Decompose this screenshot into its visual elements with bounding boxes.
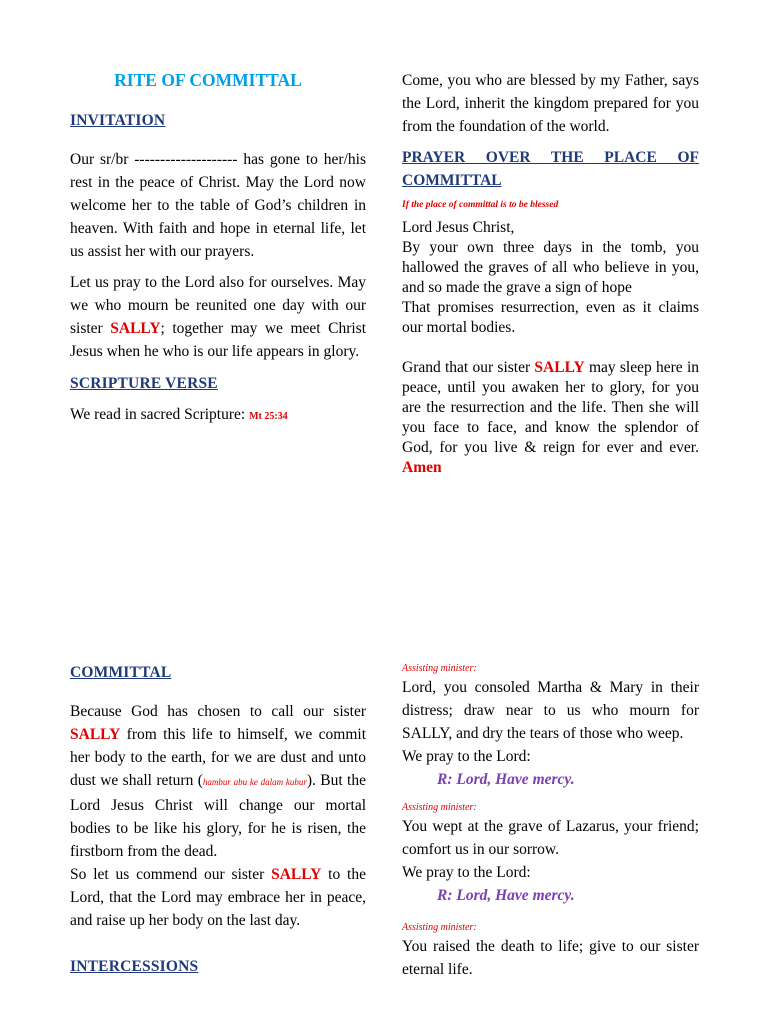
right-bottom-column [402, 662, 699, 981]
pray-line: We pray to the Lord: [402, 748, 531, 765]
minister-label: Assisting minister: [402, 663, 477, 674]
scripture-text: We read in sacred Scripture: [70, 406, 250, 423]
page-title: RITE OF COMMITTAL [114, 70, 302, 90]
committal-paragraph-1 [70, 700, 366, 863]
pray-line: We pray to the Lord: [402, 864, 531, 881]
committal-text: from this life to himself, we commit her body to the earth, for we are dust and unto dust we shall return ( [70, 726, 366, 789]
grand-paragraph [402, 358, 699, 478]
scripture-heading: SCRIPTURE VERSE [70, 375, 218, 392]
grand-text: may sleep here in peace, until you awaken her to glory, for you are the resurrection and the life. Then she will you face to face, and know the splendor of God, for you live & reign for ever and ever. [402, 359, 700, 456]
response-line: R: Lord, Have mercy. [437, 771, 575, 788]
deceased-name: SALLY [271, 866, 322, 883]
intercessions-heading: INTERCESSIONS [70, 958, 199, 975]
committal-heading: COMMITTAL [70, 664, 172, 681]
committal-text: Because God has chosen to call our sister [70, 703, 366, 720]
prayer-heading: PRAYER OVER THE PLACE OF COMMITTAL [402, 149, 699, 189]
committal-note: hambur abu ke dalam kubur [202, 777, 307, 787]
deceased-name: SALLY [70, 726, 121, 743]
committal-text: So let us commend our sister [70, 866, 272, 883]
left-bottom-column [70, 664, 366, 976]
invitation-paragraph-2 [70, 271, 366, 363]
minister-label: Assisting minister: [402, 802, 477, 813]
right-top-column [402, 69, 699, 478]
invitation-heading: INVITATION [70, 112, 166, 129]
committal-paragraph-2 [70, 863, 366, 932]
grand-text: Grand that our sister [402, 359, 535, 376]
intercession-2: You wept at the grave of Lazarus, your friend; comfort us in our sorrow. [402, 818, 699, 858]
prayer-note: If the place of committal is to be blessed [402, 200, 559, 210]
committal-text: to the Lord, that the Lord may embrace her in peace, and raise up her body on the last day. [70, 866, 366, 929]
prayer-line-3: That promises resurrection, even as it claims our mortal bodies. [402, 299, 699, 336]
intercession-1: Lord, you consoled Martha & Mary in their distress; draw near to us who mourn for SALLY, and dry the tears of those who weep. [402, 679, 699, 742]
come-blessed-paragraph: Come, you who are blessed by my Father, says the Lord, inherit the kingdom prepared for you from the foundation of the world. [402, 72, 699, 135]
left-top-column [70, 70, 366, 428]
deceased-name: SALLY [110, 320, 161, 337]
prayer-line-2: By your own three days in the tomb, you hallowed the graves of all who believe in you, and so made the grave a sign of hope [402, 239, 699, 296]
scripture-reference: Mt 25:34 [249, 411, 288, 422]
scripture-line [70, 403, 366, 428]
amen-label: Amen [402, 459, 442, 476]
invitation-text: ; together may we meet Christ Jesus when he who is our life appears in glory. [70, 320, 366, 360]
prayer-line-1: Lord Jesus Christ, [402, 219, 515, 236]
intercession-3: You raised the death to life; give to our sister eternal life. [402, 938, 699, 978]
deceased-name: SALLY [534, 359, 585, 376]
committal-text: ). But the Lord Jesus Christ will change our mortal bodies to be like his glory, for he is risen, the firstborn from the dead. [70, 772, 366, 860]
response-line: R: Lord, Have mercy. [437, 887, 575, 904]
invitation-paragraph-1: Our sr/br -------------------- has gone to her/his rest in the peace of Christ. May the Lord now welcome her to the table of God’s children in heaven. With faith and hope in eternal life, let us assist her with our prayers. [70, 151, 366, 260]
invitation-text: Let us pray to the Lord also for ourselves. May we who mourn be reunited one day with our sister [70, 274, 366, 337]
minister-label: Assisting minister: [402, 922, 477, 933]
